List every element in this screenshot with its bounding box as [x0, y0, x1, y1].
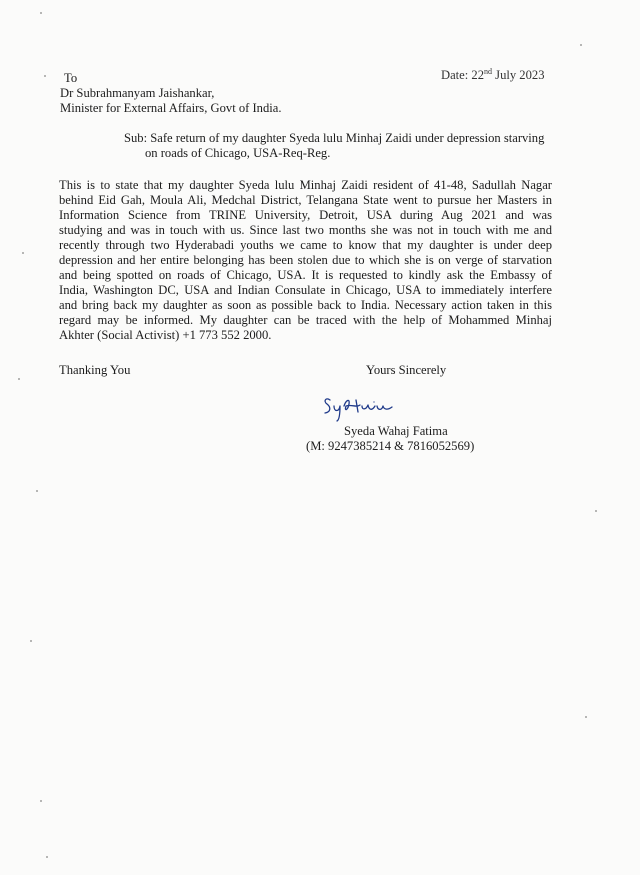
date-suffix: July 2023	[492, 68, 545, 82]
date-prefix: Date: 22	[441, 68, 485, 82]
closing-thanking: Thanking You	[59, 363, 131, 377]
closing-yours-sincerely: Yours Sincerely	[366, 363, 447, 377]
body-line: recently through two Hyderabadi youths we came to know that my daughter is under deep	[59, 238, 552, 252]
to-label: To	[64, 71, 78, 85]
date-superscript: nd	[484, 66, 493, 76]
subject-line-1: Sub: Safe return of my daughter Syeda lulu Minhaj Zaidi under depression starving	[124, 131, 545, 145]
body-line: regard may be informed. My daughter can be traced with the help of Mohammed Minhaj	[59, 313, 552, 327]
body-line: India, Washington DC, USA and Indian Consulate in Chicago, USA to immediately interfere	[59, 283, 552, 297]
signer-name: Syeda Wahaj Fatima	[344, 424, 448, 438]
handwritten-signature	[322, 392, 402, 422]
body-line: behind Eid Gah, Moula Ali, Medchal District, Telangana State went to pursue her Masters in	[59, 193, 552, 207]
subject-line-2: on roads of Chicago, USA-Req-Reg.	[145, 146, 331, 160]
body-line: depression and her entire belonging has been stolen due to which she is on verge of starvation	[59, 253, 552, 267]
signer-phone: (M: 9247385214 & 7816052569)	[306, 439, 475, 453]
scan-speck	[585, 716, 587, 718]
scan-speck	[580, 44, 582, 46]
body-line: and being spotted on roads of Chicago, USA. It is requested to kindly ask the Embassy of	[59, 268, 552, 282]
recipient-name: Dr Subrahmanyam Jaishankar,	[60, 86, 215, 100]
body-line: This is to state that my daughter Syeda lulu Minhaj Zaidi resident of 41-48, Sadullah Nagar	[59, 178, 552, 192]
scan-speck	[595, 510, 597, 512]
scan-speck	[40, 800, 42, 802]
scan-speck	[36, 490, 38, 492]
letter-date	[441, 68, 545, 83]
scan-speck	[40, 12, 42, 14]
recipient-title: Minister for External Affairs, Govt of India.	[60, 101, 282, 115]
scan-speck	[46, 856, 48, 858]
scan-speck	[22, 252, 24, 254]
body-line: Akhter (Social Activist) +1 773 552 2000.	[59, 328, 272, 342]
scan-speck	[44, 75, 46, 77]
body-line: and bring back my daughter as soon as possible back to India. Necessary action taken in this	[59, 298, 552, 312]
body-line: Information Science from TRINE University, Detroit, USA during Aug 2021 and was	[59, 208, 552, 222]
body-line: studying and was in touch with us. Since last two months she was not in touch with me and	[59, 223, 552, 237]
scan-speck	[18, 378, 20, 380]
scan-speck	[30, 640, 32, 642]
